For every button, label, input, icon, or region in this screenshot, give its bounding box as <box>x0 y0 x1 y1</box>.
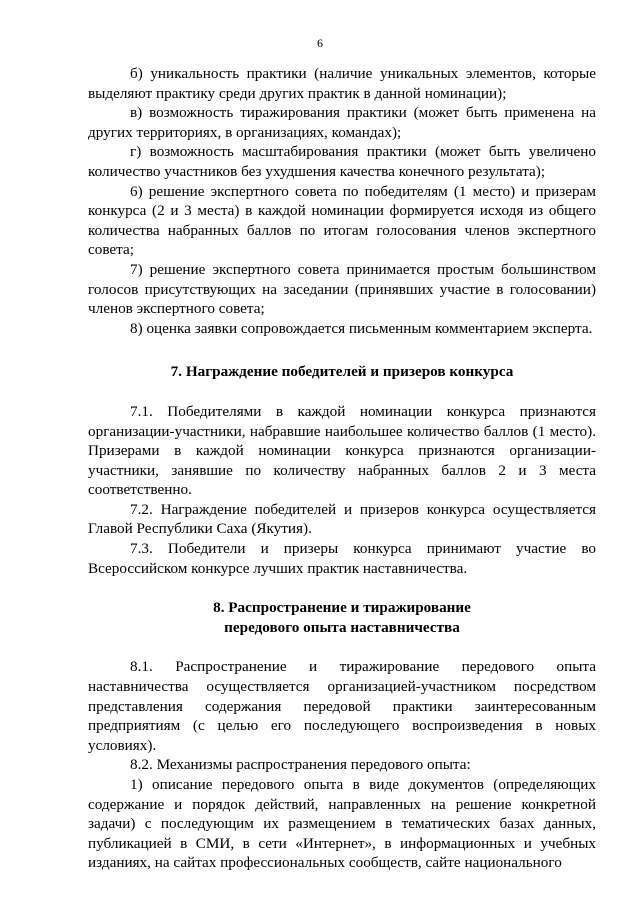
paragraph-8-1: 8.1. Распространение и тиражирование передового опыта наставничества осуществляется организацией-участником посредством представления содержания передовой практики заинтересованным предприятиям (с целью его последующего воспроизведения в новых условиях). <box>88 658 596 754</box>
page-content <box>88 64 596 873</box>
paragraph-item-7: 7) решение экспертного совета принимается простым большинством голосов присутствующих на заседании (принявших участие в голосовании) членов экспертного совета; <box>88 260 596 318</box>
paragraph-7-2: 7.2. Награждение победителей и призеров конкурса осуществляется Главой Республики Саха (Якутия). <box>88 500 596 538</box>
paragraph-7-3: 7.3. Победители и призеры конкурса принимают участие во Всероссийском конкурсе лучших практик наставничества. <box>88 540 596 577</box>
section-8-heading-line-2: передового опыта наставничества <box>224 618 460 636</box>
paragraph-item-6: 6) решение экспертного совета по победителям (1 место) и призерам конкурса (2 и 3 места) в каждой номинации формируется исходя из общего количества набранных баллов по итогам голосования членов экспертного совета; <box>88 182 596 259</box>
page-number: 6 <box>317 36 323 50</box>
section-8-heading <box>88 598 596 637</box>
paragraph-8-2-item-1: 1) описание передового опыта в виде документов (определяющих содержание и порядок действий, направленных на решение конкретной задачи) с последующим их размещением в тематических базах данных, публикацией в СМИ, в сети «Интернет», в информационных и учебных изданиях, на сайтах профессиональных сообществ, сайте национального <box>88 776 596 872</box>
section-8-heading-line-1: 8. Распространение и тиражирование <box>213 599 471 617</box>
paragraph-7-1: 7.1. Победителями в каждой номинации конкурса признаются организации-участники, набравшие наибольшее количество баллов (1 место). Призерами в каждой номинации конкурса признаются организации-участники, занявшие по количеству набранных баллов 2 и 3 места соответственно. <box>88 402 596 499</box>
paragraph-8-2: 8.2. Механизмы распространения передового опыта: <box>130 756 471 774</box>
section-7-heading: 7. Награждение победителей и призеров конкурса <box>170 363 514 381</box>
paragraph-criterion-v: в) возможность тиражирования практики (может быть применена на других территориях, в организациях, командах); <box>88 104 596 141</box>
paragraph-item-8: 8) оценка заявки сопровождается письменным комментарием эксперта. <box>130 319 593 337</box>
paragraph-criterion-b: б) уникальность практики (наличие уникальных элементов, которые выделяют практику среди других практик в данной номинации); <box>88 65 596 102</box>
paragraph-criterion-g: г) возможность масштабирования практики (может быть увеличено количество участников без ухудшения качества конечного результата); <box>88 143 596 180</box>
